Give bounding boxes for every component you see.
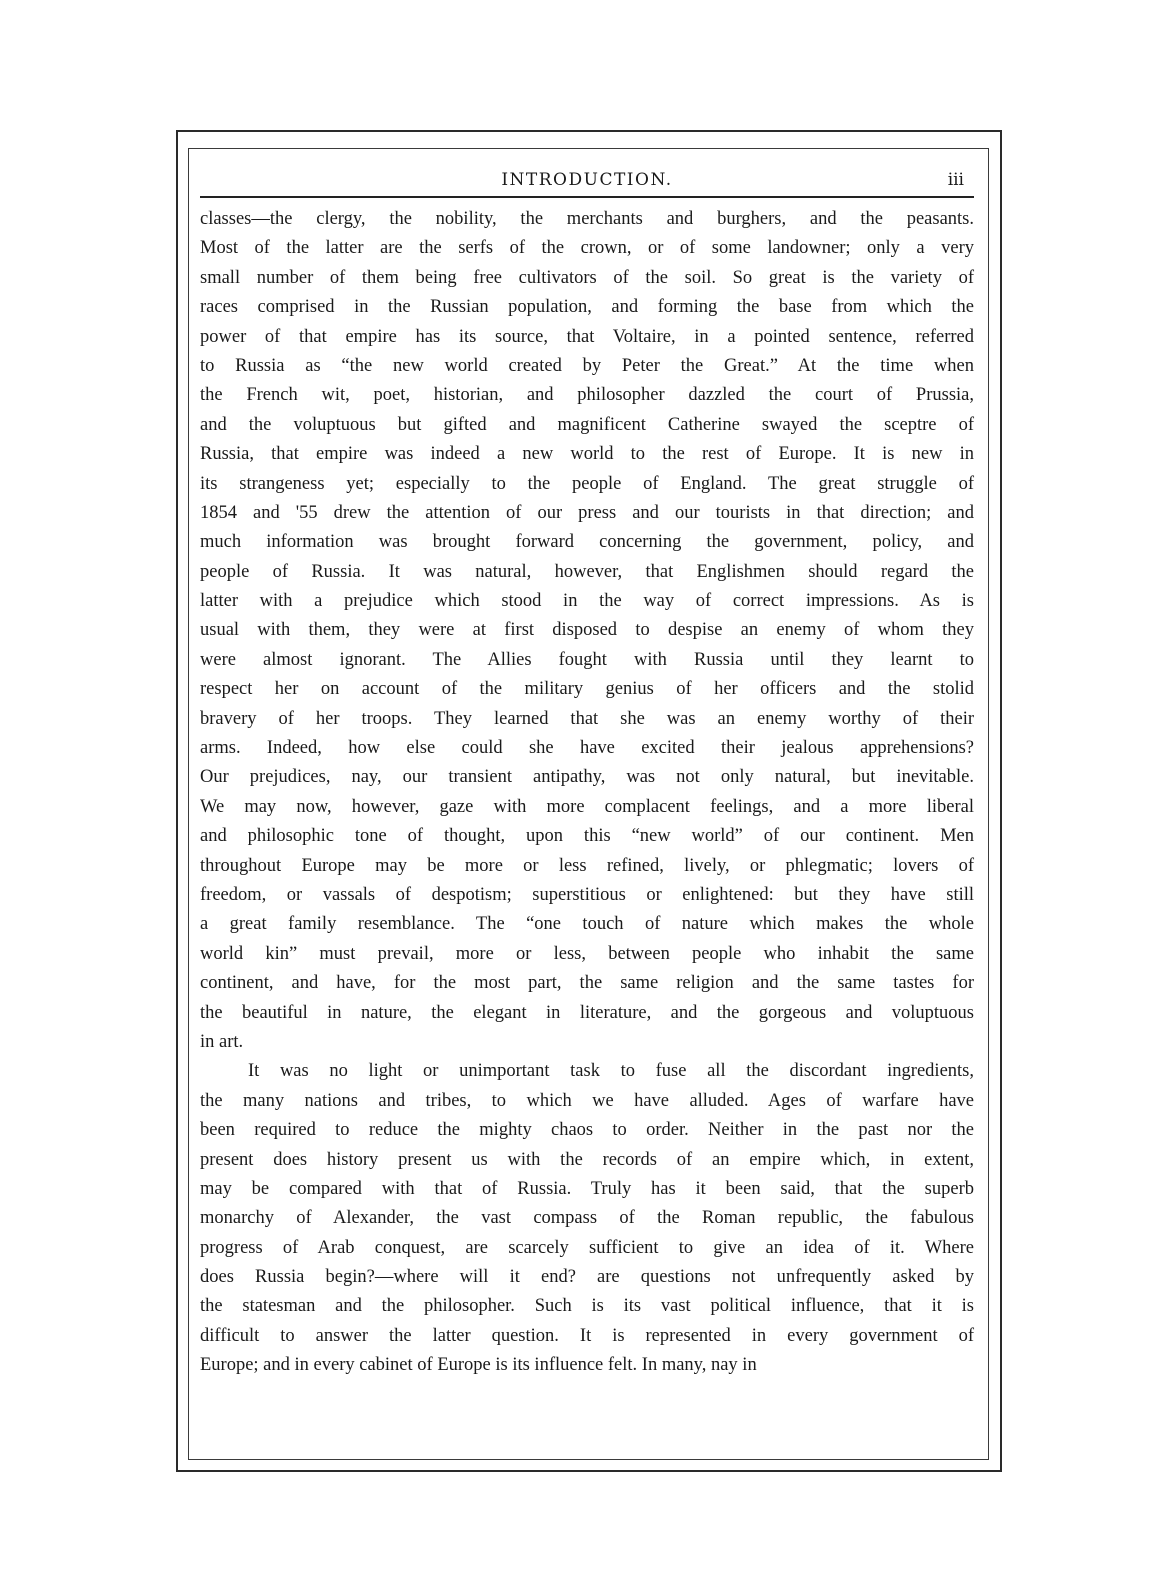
text-line: throughout Europe may be more or less refined, lively, or phlegmatic; lovers of	[200, 855, 974, 876]
text-line: We may now, however, gaze with more complacent feelings, and a more liberal	[200, 796, 974, 817]
text-line: the many nations and tribes, to which we have alluded. Ages of warfare have	[200, 1090, 974, 1111]
text-line: been required to reduce the mighty chaos to order. Neither in the past nor the	[200, 1120, 974, 1141]
text-line: classes—the clergy, the nobility, the merchants and burghers, and the peasants.	[200, 209, 974, 229]
text-line: Most of the latter are the serfs of the crown, or of some landowner; only a very	[200, 238, 974, 259]
text-line: small number of them being free cultivators of the soil. So great is the variety of	[200, 267, 974, 288]
text-line: Our prejudices, nay, our transient antipathy, was not only natural, but inevitable.	[200, 767, 974, 788]
running-head: INTRODUCTION.	[501, 170, 673, 190]
text-line: world kin” must prevail, more or less, between people who inhabit the same	[200, 943, 974, 964]
text-line: and philosophic tone of thought, upon this “new world” of our continent. Men	[200, 826, 974, 847]
text-line: freedom, or vassals of despotism; superstitious or enlightened: but they have still	[200, 884, 974, 905]
text-line: people of Russia. It was natural, however, that Englishmen should regard the	[200, 561, 974, 582]
body-text	[200, 205, 974, 1381]
text-line: power of that empire has its source, that Voltaire, in a pointed sentence, referred	[200, 326, 974, 347]
text-line: continent, and have, for the most part, the same religion and the same tastes for	[200, 973, 974, 994]
text-line: its strangeness yet; especially to the people of England. The great struggle of	[200, 473, 974, 494]
text-line: bravery of her troops. They learned that she was an enemy worthy of their	[200, 708, 974, 729]
paragraph	[200, 1057, 974, 1380]
text-line: the French wit, poet, historian, and philosopher dazzled the court of Prussia,	[200, 385, 974, 406]
text-line: progress of Arab conquest, are scarcely sufficient to give an idea of it. Where	[200, 1237, 974, 1258]
text-line: Russia, that empire was indeed a new world to the rest of Europe. It is new in	[200, 444, 974, 465]
text-line: usual with them, they were at first disposed to despise an enemy of whom they	[200, 620, 974, 641]
text-line: a great family resemblance. The “one touch of nature which makes the whole	[200, 914, 974, 935]
text-line: were almost ignorant. The Allies fought with Russia until they learnt to	[200, 649, 974, 670]
text-line: races comprised in the Russian population, and forming the base from which the	[200, 297, 974, 318]
text-line: may be compared with that of Russia. Truly has it been said, that the superb	[200, 1178, 974, 1199]
text-line: 1854 and '55 drew the attention of our press and our tourists in that direction; and	[200, 502, 974, 523]
text-line: the beautiful in nature, the elegant in literature, and the gorgeous and voluptuous	[200, 1002, 974, 1023]
text-line: arms. Indeed, how else could she have excited their jealous apprehensions?	[200, 738, 974, 759]
text-line: It was no light or unimportant task to fuse all the discordant ingredients,	[248, 1061, 974, 1082]
page-number: iii	[947, 170, 964, 190]
text-line: the statesman and the philosopher. Such is its vast political influence, that it is	[200, 1296, 974, 1317]
text-line: respect her on account of the military genius of her officers and the stolid	[200, 679, 974, 700]
paragraph	[200, 205, 974, 1057]
page-header	[200, 168, 974, 198]
text-line: much information was brought forward concerning the government, policy, and	[200, 532, 974, 553]
text-line: Europe; and in every cabinet of Europe is its influence felt. In many, nay in	[200, 1355, 757, 1376]
text-line: monarchy of Alexander, the vast compass of the Roman republic, the fabulous	[200, 1208, 974, 1229]
text-line: in art.	[200, 1031, 244, 1052]
text-line: and the voluptuous but gifted and magnificent Catherine swayed the sceptre of	[200, 414, 974, 435]
text-line: latter with a prejudice which stood in the way of correct impressions. As is	[200, 591, 974, 612]
text-line: difficult to answer the latter question. It is represented in every government of	[200, 1325, 974, 1346]
text-line: present does history present us with the records of an empire which, in extent,	[200, 1149, 974, 1170]
text-line: does Russia begin?—where will it end? are questions not unfrequently asked by	[200, 1267, 974, 1288]
text-line: to Russia as “the new world created by Peter the Great.” At the time when	[200, 355, 974, 376]
